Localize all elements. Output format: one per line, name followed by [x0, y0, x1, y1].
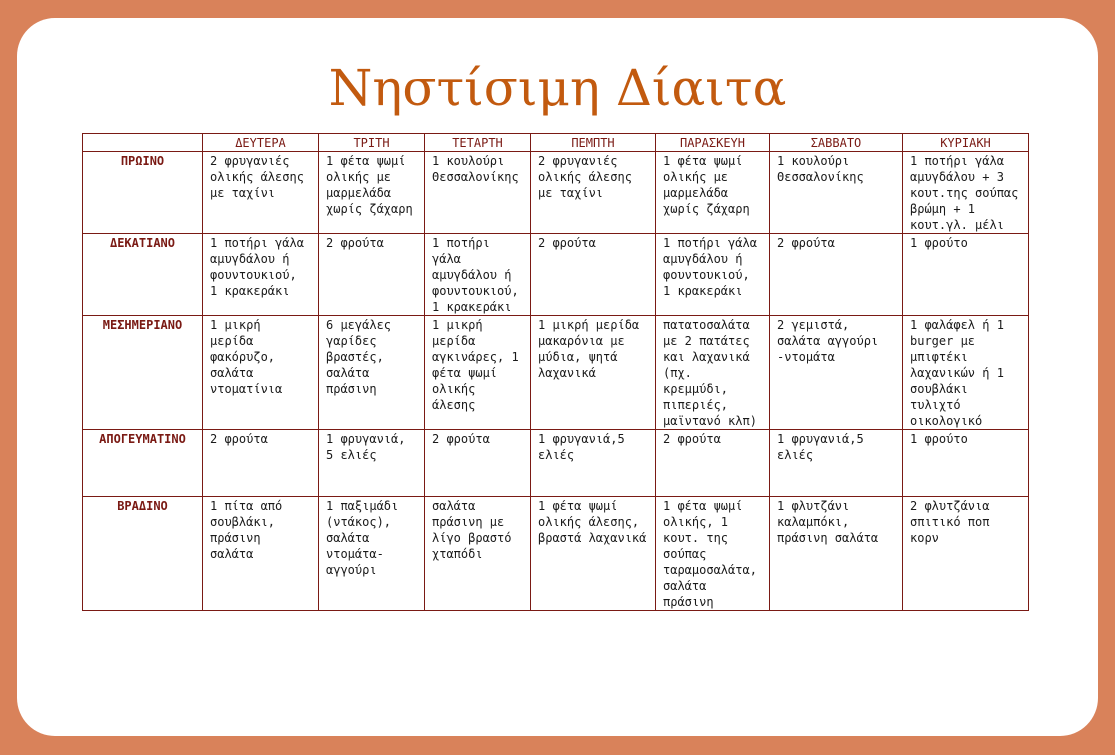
meal-cell: 6 μεγάλες γαρίδες βραστές, σαλάτα πράσινη [319, 316, 425, 430]
meal-cell: 2 φρούτα [203, 430, 319, 497]
meal-cell: 1 φέτα ψωμί ολικής, 1 κουτ. της σούπας ταραμοσαλάτα, σαλάτα πράσινη [656, 497, 770, 611]
meal-cell: 2 γεμιστά, σαλάτα αγγούρι -ντομάτα [770, 316, 903, 430]
meal-cell: 2 φρούτα [770, 234, 903, 316]
meal-cell: 2 φρυγανιές ολικής άλεσης με ταχίνι [203, 152, 319, 234]
meal-label: ΠΡΩΙΝΟ [83, 152, 203, 234]
meal-cell: 2 φρούτα [425, 430, 531, 497]
meal-cell: 1 κουλούρι Θεσσαλονίκης [770, 152, 903, 234]
table-row [83, 430, 1029, 497]
meal-cell: 1 φρυγανιά,5 ελιές [770, 430, 903, 497]
meal-cell: 1 ποτήρι γάλα αμυγδάλου ή φουντουκιού, 1 κρακεράκι [425, 234, 531, 316]
table-row [83, 497, 1029, 611]
meal-cell: 1 φλυτζάνι καλαμπόκι, πράσινη σαλάτα [770, 497, 903, 611]
meal-label: ΑΠΟΓΕΥΜΑΤΙΝΟ [83, 430, 203, 497]
meal-cell: 1 φέτα ψωμί ολικής με μαρμελάδα χωρίς ζάχαρη [656, 152, 770, 234]
meal-cell: 2 φρούτα [656, 430, 770, 497]
meal-cell: 1 φαλάφελ ή 1 burger με μπιφτέκι λαχανικών ή 1 σουβλάκι τυλιχτό οικολογικό [903, 316, 1029, 430]
corner-cell [83, 134, 203, 152]
table-row [83, 152, 1029, 234]
day-header: ΔΕΥΤΕΡΑ [203, 134, 319, 152]
day-header: ΚΥΡΙΑΚΗ [903, 134, 1029, 152]
meal-cell: 1 μικρή μερίδα φακόρυζο, σαλάτα ντοματίνια [203, 316, 319, 430]
day-header: ΤΡΙΤΗ [319, 134, 425, 152]
meal-cell: 1 φρυγανιά, 5 ελιές [319, 430, 425, 497]
meal-cell: πατατοσαλάτα με 2 πατάτες και λαχανικά (πχ. κρεμμύδι, πιπεριές, μαϊντανό κλπ) [656, 316, 770, 430]
meal-label: ΒΡΑΔΙΝΟ [83, 497, 203, 611]
meal-cell: 1 φέτα ψωμί ολικής άλεσης, βραστά λαχανικά [531, 497, 656, 611]
meal-cell: 2 φλυτζάνια σπιτικό ποπ κορν [903, 497, 1029, 611]
meal-cell: 1 παξιμάδι (ντάκος), σαλάτα ντομάτα-αγγούρι [319, 497, 425, 611]
meal-cell: 1 ποτήρι γάλα αμυγδάλου + 3 κουτ.της σούπας βρώμη + 1 κουτ.γλ. μέλι [903, 152, 1029, 234]
meal-cell: 1 μικρή μερίδα μακαρόνια με μύδια, ψητά λαχανικά [531, 316, 656, 430]
meal-cell: 1 φέτα ψωμί ολικής με μαρμελάδα χωρίς ζάχαρη [319, 152, 425, 234]
meal-label: ΜΕΣΗΜΕΡΙΑΝΟ [83, 316, 203, 430]
meal-cell: 1 πίτα από σουβλάκι, πράσινη σαλάτα [203, 497, 319, 611]
meal-cell: 1 ποτήρι γάλα αμυγδάλου ή φουντουκιού, 1 κρακεράκι [203, 234, 319, 316]
meal-cell: 1 φρούτο [903, 234, 1029, 316]
meal-cell: σαλάτα πράσινη με λίγο βραστό χταπόδι [425, 497, 531, 611]
meal-cell: 2 φρυγανιές ολικής άλεσης με ταχίνι [531, 152, 656, 234]
meal-cell: 2 φρούτα [531, 234, 656, 316]
meal-cell: 1 φρούτο [903, 430, 1029, 497]
table-row [83, 316, 1029, 430]
meal-cell: 1 μικρή μερίδα αγκινάρες, 1 φέτα ψωμί ολικής άλεσης [425, 316, 531, 430]
diet-table [82, 133, 1029, 611]
meal-cell: 2 φρούτα [319, 234, 425, 316]
table-header-row [83, 134, 1029, 152]
meal-cell: 1 φρυγανιά,5 ελιές [531, 430, 656, 497]
day-header: ΠΕΜΠΤΗ [531, 134, 656, 152]
page-title: Νηστίσιμη Δίαιτα [328, 59, 787, 117]
day-header: ΤΕΤΑΡΤΗ [425, 134, 531, 152]
meal-cell: 1 ποτήρι γάλα αμυγδάλου ή φουντουκιού, 1 κρακεράκι [656, 234, 770, 316]
meal-cell: 1 κουλούρι Θεσσαλονίκης [425, 152, 531, 234]
day-header: ΣΑΒΒΑΤΟ [770, 134, 903, 152]
table-row [83, 234, 1029, 316]
day-header: ΠΑΡΑΣΚΕΥΗ [656, 134, 770, 152]
meal-label: ΔΕΚΑΤΙΑΝΟ [83, 234, 203, 316]
